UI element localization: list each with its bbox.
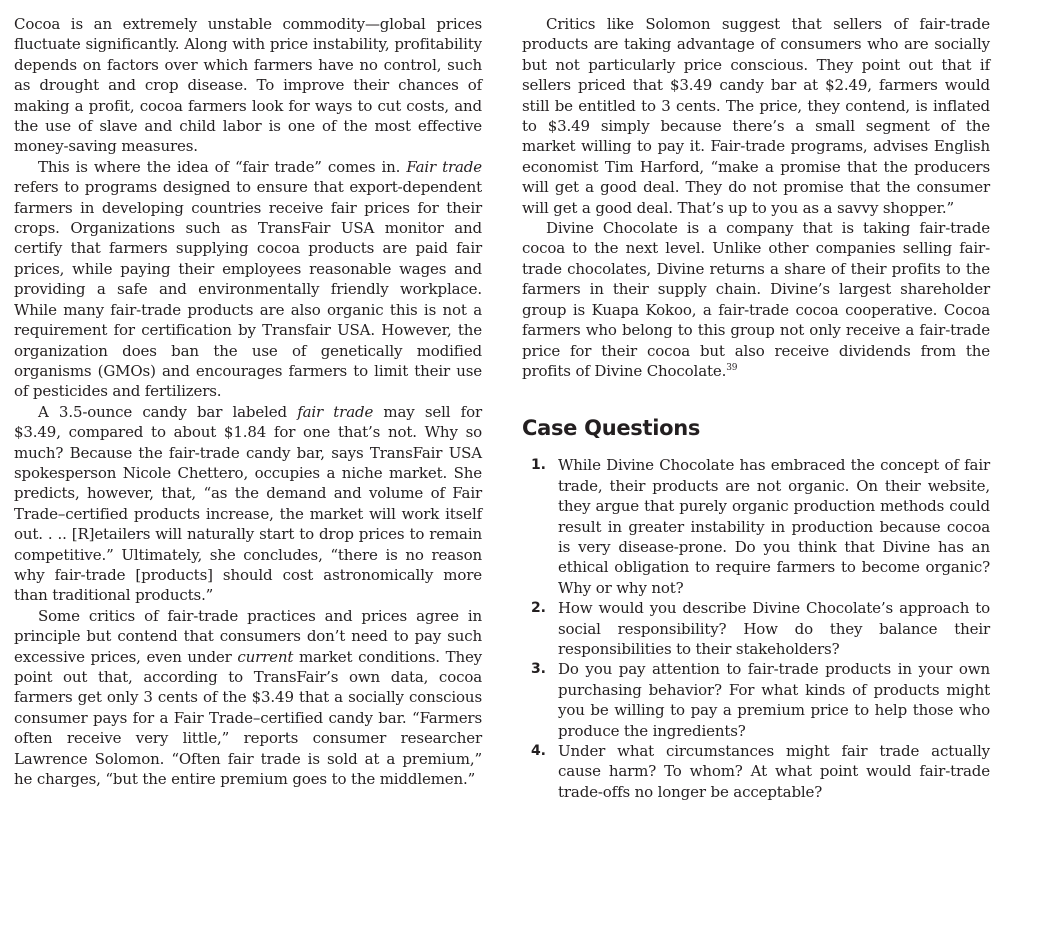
term-fair-trade-label: fair trade (297, 402, 374, 421)
paragraph-critics: Some critics of fair-trade practices and prices agree in principle but contend that consumers don’t need to pay such excessive prices, even under current market conditions. They point out that, according to TransFair’s own data, cocoa farmers get only 3 cents of the $3.49 that a socially conscious consumer pays for a Fair Trade–certified candy bar. “Farmers often receive very little,” reports consumer researcher Lawrence Solomon. “Often fair trade is sold at a premium,” he charges, “but the entire premium goes to the middlemen.” (14, 606, 482, 789)
question-text: How would you describe Divine Chocolate’s approach to social responsibility? How do they balance their responsibilities to their stakeholders? (558, 599, 990, 658)
term-fair-trade: Fair trade (406, 157, 482, 176)
question-number: 1. (531, 457, 546, 474)
question-text: While Divine Chocolate has embraced the concept of fair trade, their products are not organic. On their website, they argue that purely organic production methods could result in greater instability in production because cocoa is very disease-prone. Do you think that Divine has an ethical obligation to require farmers to become organic? Why or why not? (558, 456, 990, 597)
question-item (522, 455, 990, 598)
case-questions-list (522, 455, 990, 802)
question-item (522, 659, 990, 741)
paragraph-candy-bar-price: A 3.5-ounce candy bar labeled fair trade may sell for $3.49, compared to about $1.84 for one that’s not. Why so much? Because the fair-trade candy bar, says TransFair USA spokesperson Nicole Chettero, occupies a niche market. She predicts, however, that, “as the demand and volume of Fair Trade–certified products increase, the market will work itself out. . .. [R]etailers will naturally start to drop prices to remain competitive.” Ultimately, she concludes, “there is no reason why fair-trade [products] should cost astronomically more than traditional products.” (14, 402, 482, 605)
case-questions-heading: Case Questions (522, 416, 701, 441)
left-column (14, 14, 482, 789)
question-text: Do you pay attention to fair-trade products in your own purchasing behavior? For what kinds of products might you be willing to pay a premium price to help those who produce the ingredients? (558, 660, 990, 740)
paragraph-divine-chocolate: Divine Chocolate is a company that is taking fair-trade cocoa to the next level. Unlike other companies selling fair-trade chocolates, Divine returns a share of their profits to the farmers in their supply chain. Divine’s largest shareholder group is Kuapa Kokoo, a fair-trade cocoa cooperative. Cocoa farmers who belong to this group not only receive a fair-trade price for their cocoa but also receive dividends from the profits of Divine Chocolate.$^{39}$ (522, 219, 990, 380)
term-current: current (237, 647, 294, 666)
paragraph-cocoa-instability: Cocoa is an extremely unstable commodity—global prices fluctuate significantly. Along with price instability, profitability depends on factors over which farmers have no control, such as drought and crop disease. To improve their chances of making a profit, cocoa farmers look for ways to cut costs, and the use of slave and child labor is one of the most effective money-saving measures. (14, 15, 482, 156)
question-number: 2. (531, 600, 546, 617)
question-item (522, 598, 990, 659)
right-column (522, 14, 990, 802)
paragraph-solomon-critique: Critics like Solomon suggest that sellers of fair-trade products are taking advantage of consumers who are socially but not particularly price conscious. They point out that if sellers priced that $3.49 candy bar at $2.49, farmers would still be entitled to 3 cents. The price, they contend, is inflated to $3.49 simply because there’s a small segment of the market willing to pay it. Fair-trade programs, advises English economist Tim Harford, “make a promise that the producers will get a good deal. They do not promise that the consumer will get a good deal. That’s up to you as a savvy shopper.” (522, 15, 990, 217)
question-text: Under what circumstances might fair trade actually cause harm? To whom? At what point would fair-trade trade-offs no longer be acceptable? (558, 742, 990, 801)
footnote-marker: 39 (726, 362, 738, 373)
question-number: 3. (531, 661, 546, 678)
question-number: 4. (531, 743, 546, 759)
question-item (522, 741, 990, 802)
paragraph-fair-trade-definition: This is where the idea of “fair trade” comes in. Fair trade refers to programs designed to ensure that export-dependent farmers in developing countries receive fair prices for their crops. Organizations such as TransFair USA monitor and certify that farmers supplying cocoa products are paid fair prices, while paying their employees reasonable wages and providing a safe and environmentally friendly workplace. While many fair-trade products are also organic this is not a requirement for certification by Transfair USA. However, the organization does ban the use of genetically modified organisms (GMOs) and encourages farmers to limit their use of pesticides and fertilizers. (14, 157, 482, 401)
